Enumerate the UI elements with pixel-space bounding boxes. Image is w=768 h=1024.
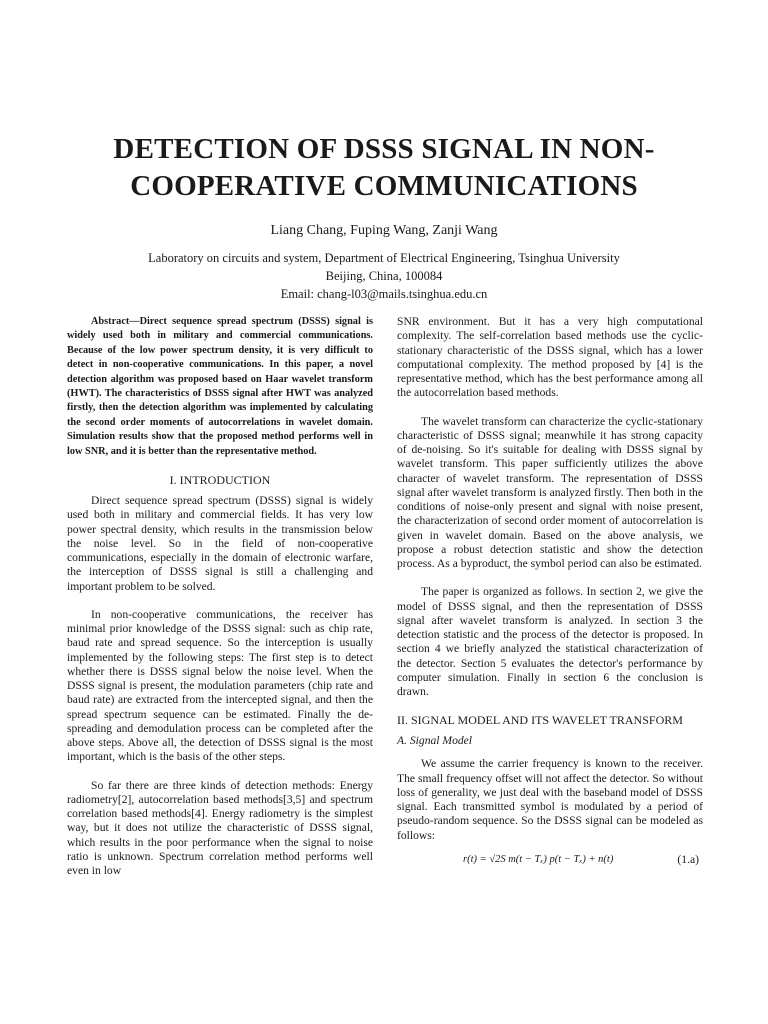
left-column <box>67 315 373 878</box>
right-column <box>397 315 703 870</box>
body-paragraph: SNR environment. But it has a very high computational complexity. The self-correlation based methods use the cyclic-stationary characteristic of the DSSS signal, which has a lower computational complexity. The method proposed by [4] is the representative method, which has the best performance among all the autocorrelation based methods. <box>397 315 703 400</box>
equation-number: (1.a) <box>677 852 699 866</box>
equation <box>397 850 703 870</box>
body-paragraph: The wavelet transform can characterize the cyclic-stationary characteristic of DSSS signal; meanwhile it has strong capacity of de-noising. So it's suitable for dealing with DSSS signal by wavelet transform. This paper sufficiently utilizes the above character of wavelet transform. The representation of DSSS signal after wavelet transform is analyzed firstly. Then both in the conditions of noise-only present and signal with noise present, the characterization of second order moment of autocorrelation is given in wavelet domain. Based on the above analysis, we propose a robust detection statistic and show the detection process. As a byproduct, the symbol period can also be estimated. <box>397 414 703 570</box>
title-line: COOPERATIVE COMMUNICATIONS <box>130 170 638 202</box>
author-email: Email: chang-l03@mails.tsinghua.edu.cn <box>280 287 488 301</box>
equation-body: r(t) = √2S m(t − Tₓ) p(t − Tₓ) + n(t) <box>463 853 614 865</box>
paper-title <box>80 131 688 205</box>
affiliation-line: Beijing, China, 100084 <box>325 269 443 283</box>
subsection-heading: A. Signal Model <box>397 734 473 748</box>
body-paragraph: We assume the carrier frequency is known to the receiver. The small frequency offset will not affect the detector. So without loss of generality, we just deal with the baseband model of DSSS signal. Each transmitted symbol is modulated by a period of pseudo-random sequence. So the DSSS signal can be modeled as follows: <box>397 757 703 842</box>
body-paragraph: The paper is organized as follows. In section 2, we give the model of DSSS signal, and then the representation of DSSS signal after wavelet transform is analyzed. In section 3 the detection statistic and the process of the detector is proposed. In section 4 we briefly analyzed the statistical characterization of the detector. Section 5 evaluates the detector's performance by computer simulation. Finally in section 6 the conclusion is drawn. <box>397 585 703 698</box>
affiliation-block <box>0 249 768 303</box>
body-paragraph: In non-cooperative communications, the receiver has minimal prior knowledge of the DSSS signal: such as chip rate, baud rate and spread sequence. So the interception is usually implemented by the following steps: The first step is to detect whether there is DSSS signal below the noise level. When the DSSS signal is present, the modulation parameters (chip rate and baud rate) are extracted from the intercepted signal, and then the spread spectrum sequence can be estimated. Finally the de-spreading and demodulation process can be completed after the above steps. Above all, the detection of DSSS signal is the most important, which is the basis of the other steps. <box>67 607 373 764</box>
section-heading: II. SIGNAL MODEL AND ITS WAVELET TRANSFORM <box>397 713 683 728</box>
body-paragraph: Direct sequence spread spectrum (DSSS) signal is widely used both in military and commercial fields. It has very low power spectral density, which results in the transmission below the noise level. So in the field of non-cooperative communications, especially in the domain of electronic warfare, the interception of DSSS signal is still a challenging and important problem to be solved. <box>67 494 373 593</box>
affiliation-line: Laboratory on circuits and system, Department of Electrical Engineering, Tsinghua University <box>148 251 620 265</box>
title-line: DETECTION OF DSSS SIGNAL IN NON- <box>113 133 655 165</box>
section-heading: I. INTRODUCTION <box>169 473 271 488</box>
author-list: Liang Chang, Fuping Wang, Zanji Wang <box>270 223 498 238</box>
abstract: Abstract—Direct sequence spread spectrum (DSSS) signal is widely used both in military and commercial communications. Because of the low power spectrum density, it is very difficult to detect in non-cooperative communications. In this paper, a novel detection algorithm was proposed based on Haar wavelet transform (HWT). The characteristics of DSSS signal after HWT was analyzed firstly, then the detection algorithm was implemented by calculating the second order moments of autocorrelations in wavelet domain. Simulation results show that the proposed method performs well in low SNR, and it is better than the representative method. <box>67 316 373 457</box>
body-paragraph: So far there are three kinds of detection methods: Energy radiometry[2], autocorrelation based methods[3,5] and spectrum correlation based methods[4]. Energy radiometry is the simplest way, but it does not utilize the characteristic of DSSS signal, which results in the poor performance when the signal to noise ratio is unknown. Spectrum correlation method performs well even in low <box>67 778 373 878</box>
